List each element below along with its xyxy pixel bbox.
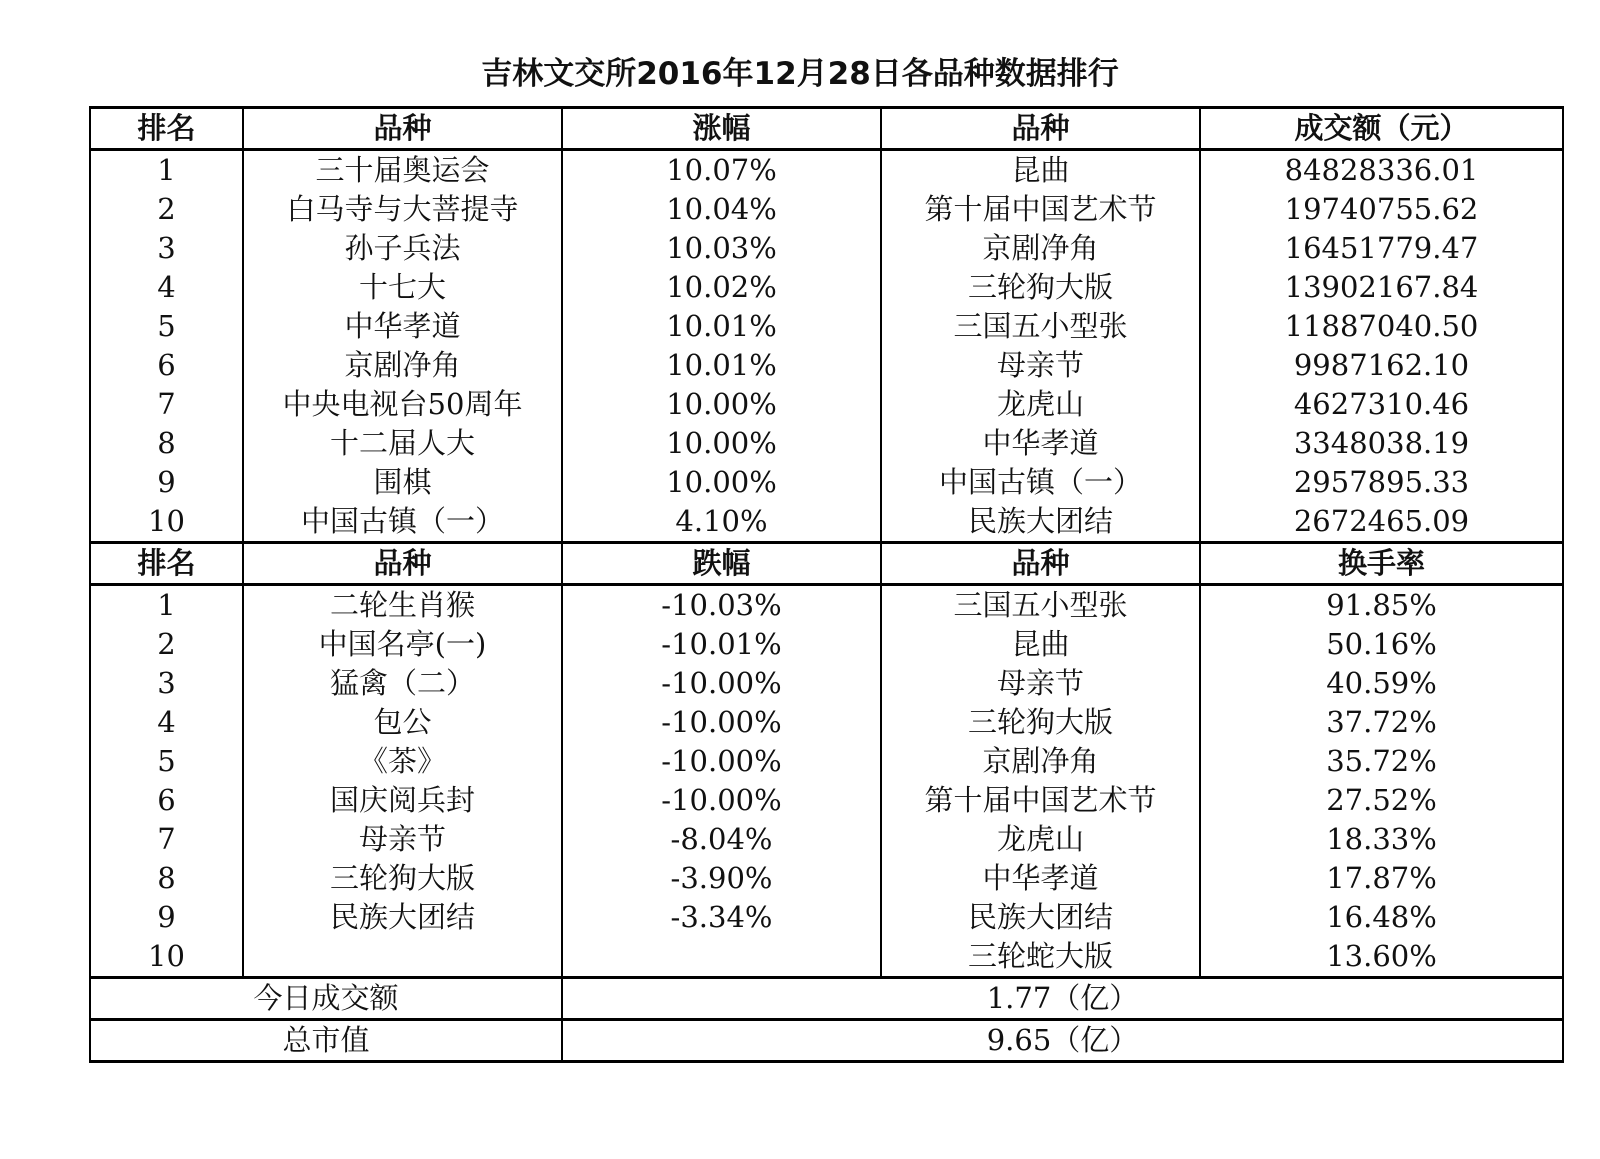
variety-cell: 中华孝道 [243,307,562,346]
metric-cell: 3348038.19 [1200,424,1563,463]
metric-cell: 17.87% [1200,859,1563,898]
metric-cell: 27.52% [1200,781,1563,820]
change-cell: 4.10% [562,502,881,543]
metric-cell: 40.59% [1200,664,1563,703]
gainers-table-row [90,268,1563,307]
losers-table-row [90,820,1563,859]
variety2-cell: 母亲节 [881,664,1200,703]
losers-table-row [90,937,1563,978]
losers-header-row [90,543,1563,585]
column-header: 涨幅 [562,108,881,150]
column-header: 品种 [881,108,1200,150]
rank-cell: 7 [90,820,243,859]
column-header: 排名 [90,108,243,150]
ranking-table-body [90,108,1563,1062]
column-header: 换手率 [1200,543,1563,585]
variety-cell: 十二届人大 [243,424,562,463]
variety-cell: 中国古镇（一） [243,502,562,543]
variety-cell: 猛禽（二） [243,664,562,703]
rank-cell: 7 [90,385,243,424]
variety2-cell: 三国五小型张 [881,307,1200,346]
change-cell: -10.00% [562,664,881,703]
ranking-table [89,106,1564,1063]
gainers-table-row [90,463,1563,502]
metric-cell: 35.72% [1200,742,1563,781]
change-cell: 10.00% [562,463,881,502]
rank-cell: 9 [90,463,243,502]
change-cell: 10.03% [562,229,881,268]
change-cell: 10.00% [562,385,881,424]
change-cell: -10.00% [562,742,881,781]
column-header: 品种 [243,543,562,585]
variety-cell: 孙子兵法 [243,229,562,268]
change-cell: 10.02% [562,268,881,307]
gainers-table-row [90,190,1563,229]
losers-table-row [90,781,1563,820]
gainers-table-row [90,385,1563,424]
column-header: 成交额（元） [1200,108,1563,150]
rank-cell: 10 [90,937,243,978]
rank-cell: 6 [90,346,243,385]
summary-label: 总市值 [90,1020,562,1062]
variety2-cell: 三轮蛇大版 [881,937,1200,978]
variety-cell: 围棋 [243,463,562,502]
variety-cell: 京剧净角 [243,346,562,385]
variety-cell: 中央电视台50周年 [243,385,562,424]
variety2-cell: 京剧净角 [881,229,1200,268]
change-cell: -10.00% [562,781,881,820]
variety2-cell: 三国五小型张 [881,585,1200,626]
summary-label: 今日成交额 [90,978,562,1020]
variety-cell: 包公 [243,703,562,742]
variety-cell: 白马寺与大菩提寺 [243,190,562,229]
metric-cell: 4627310.46 [1200,385,1563,424]
variety2-cell: 三轮狗大版 [881,703,1200,742]
variety2-cell: 中华孝道 [881,424,1200,463]
rank-cell: 3 [90,664,243,703]
rank-cell: 4 [90,703,243,742]
gainers-table-row [90,424,1563,463]
losers-table-row [90,664,1563,703]
column-header: 品种 [243,108,562,150]
variety-cell: 十七大 [243,268,562,307]
metric-cell: 16451779.47 [1200,229,1563,268]
gainers-table-row [90,229,1563,268]
page-title: 吉林文交所2016年12月28日各品种数据排行 [481,56,1119,92]
variety-cell: 二轮生肖猴 [243,585,562,626]
rank-cell: 9 [90,898,243,937]
change-cell: 10.01% [562,346,881,385]
metric-cell: 16.48% [1200,898,1563,937]
change-cell: -3.34% [562,898,881,937]
variety-cell: 三轮狗大版 [243,859,562,898]
column-header: 品种 [881,543,1200,585]
losers-table-row [90,742,1563,781]
metric-cell: 91.85% [1200,585,1563,626]
variety-cell: 民族大团结 [243,898,562,937]
change-cell: -10.01% [562,625,881,664]
losers-table-row [90,585,1563,626]
metric-cell: 37.72% [1200,703,1563,742]
gainers-table-row [90,307,1563,346]
metric-cell: 11887040.50 [1200,307,1563,346]
variety2-cell: 中华孝道 [881,859,1200,898]
rank-cell: 2 [90,625,243,664]
variety2-cell: 京剧净角 [881,742,1200,781]
rank-cell: 6 [90,781,243,820]
metric-cell: 18.33% [1200,820,1563,859]
rank-cell: 5 [90,307,243,346]
rank-cell: 1 [90,585,243,626]
change-cell: -10.00% [562,703,881,742]
summary-value: 9.65（亿） [562,1020,1563,1062]
variety2-cell: 第十届中国艺术节 [881,190,1200,229]
change-cell: -3.90% [562,859,881,898]
variety2-cell: 三轮狗大版 [881,268,1200,307]
variety-cell: 国庆阅兵封 [243,781,562,820]
variety-cell: 母亲节 [243,820,562,859]
gainers-table-row [90,502,1563,543]
variety2-cell: 昆曲 [881,150,1200,191]
change-cell: 10.07% [562,150,881,191]
losers-table-row [90,898,1563,937]
rank-cell: 8 [90,859,243,898]
rank-cell: 5 [90,742,243,781]
change-cell: -10.03% [562,585,881,626]
change-cell: 10.01% [562,307,881,346]
variety2-cell: 母亲节 [881,346,1200,385]
losers-table-row [90,703,1563,742]
variety2-cell: 民族大团结 [881,502,1200,543]
change-cell [562,937,881,978]
variety-cell [243,937,562,978]
gainers-table-row [90,150,1563,191]
losers-table-row [90,625,1563,664]
metric-cell: 50.16% [1200,625,1563,664]
rank-cell: 8 [90,424,243,463]
rank-cell: 10 [90,502,243,543]
metric-cell: 84828336.01 [1200,150,1563,191]
variety-cell: 中国名亭(一) [243,625,562,664]
losers-table-row [90,859,1563,898]
column-header: 跌幅 [562,543,881,585]
metric-cell: 13.60% [1200,937,1563,978]
gainers-header-row [90,108,1563,150]
variety2-cell: 民族大团结 [881,898,1200,937]
rank-cell: 4 [90,268,243,307]
gainers-table-row [90,346,1563,385]
rank-cell: 1 [90,150,243,191]
metric-cell: 2672465.09 [1200,502,1563,543]
summary-row [90,978,1563,1020]
summary-value: 1.77（亿） [562,978,1563,1020]
change-cell: 10.00% [562,424,881,463]
variety-cell: 三十届奥运会 [243,150,562,191]
rank-cell: 3 [90,229,243,268]
variety2-cell: 龙虎山 [881,820,1200,859]
metric-cell: 2957895.33 [1200,463,1563,502]
variety-cell: 《茶》 [243,742,562,781]
rank-cell: 2 [90,190,243,229]
summary-row [90,1020,1563,1062]
variety2-cell: 龙虎山 [881,385,1200,424]
metric-cell: 9987162.10 [1200,346,1563,385]
metric-cell: 19740755.62 [1200,190,1563,229]
change-cell: 10.04% [562,190,881,229]
variety2-cell: 中国古镇（一） [881,463,1200,502]
variety2-cell: 昆曲 [881,625,1200,664]
change-cell: -8.04% [562,820,881,859]
metric-cell: 13902167.84 [1200,268,1563,307]
column-header: 排名 [90,543,243,585]
variety2-cell: 第十届中国艺术节 [881,781,1200,820]
